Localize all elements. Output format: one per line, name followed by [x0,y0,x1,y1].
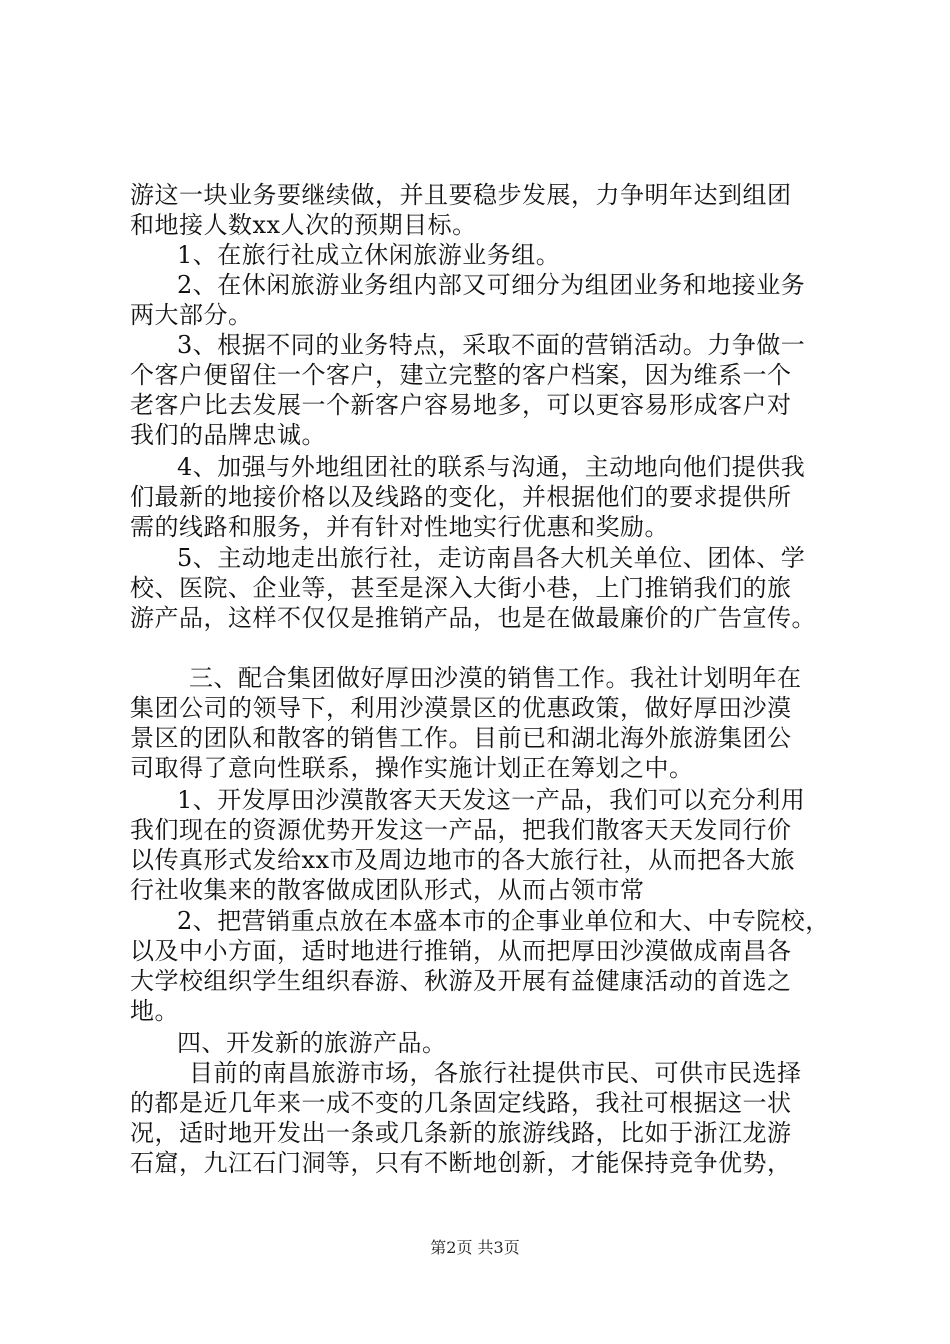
text-line: 2、在休闲旅游业务组内部又可细分为组团业务和地接业务 [177,271,806,299]
text-line: 两大部分。 [130,301,253,329]
text-line: 和地接人数xx人次的预期目标。 [130,211,477,239]
text-line: 1、在旅行社成立休闲旅游业务组。 [177,241,561,269]
text-line: 1、开发厚田沙漠散客天天发这一产品，我们可以充分利用 [177,786,806,814]
text-line: 以及中小方面，适时地进行推销，从而把厚田沙漠做成南昌各 [130,937,792,965]
text-line: 行社收集来的散客做成团队形式，从而占领市常 [130,876,645,904]
text-line: 2、把营销重点放在本盛本市的企事业单位和大、中专院校， [177,907,830,935]
section-heading: 四、开发新的旅游产品。 [177,1029,447,1057]
section-heading: 三、配合集团做好厚田沙漠的销售工作。我社计划明年在 [189,664,802,692]
text-line: 石窟，九江石门洞等，只有不断地创新，才能保持竞争优势， [130,1149,792,1177]
text-line: 老客户比去发展一个新客户容易地多，可以更容易形成客户对 [130,391,792,419]
text-line: 我们现在的资源优势开发这一产品，把我们散客天天发同行价 [130,816,792,844]
text-line: 3、根据不同的业务特点，采取不面的营销活动。力争做一 [177,331,806,359]
text-line: 况，适时地开发出一条或几条新的旅游线路，比如于浙江龙游 [130,1119,792,1147]
text-line: 我们的品牌忠诚。 [130,421,326,449]
text-line: 以传真形式发给xx市及周边地市的各大旅行社，从而把各大旅 [130,846,796,874]
text-line: 5、主动地走出旅行社，走访南昌各大机关单位、团体、学 [177,544,806,572]
text-line: 的都是近几年来一成不变的几条固定线路，我社可根据这一状 [130,1089,792,1117]
text-line: 大学校组织学生组织春游、秋游及开展有益健康活动的首选之 [130,967,792,995]
text-line: 游产品，这样不仅仅是推销产品，也是在做最廉价的广告宣传。 [130,604,816,632]
text-line: 地。 [130,997,179,1025]
text-line: 个客户便留住一个客户，建立完整的客户档案，因为维系一个 [130,361,792,389]
text-line: 游这一块业务要继续做，并且要稳步发展，力争明年达到组团 [130,181,792,209]
text-line: 集团公司的领导下，利用沙漠景区的优惠政策，做好厚田沙漠 [130,694,792,722]
text-line: 4、加强与外地组团社的联系与沟通，主动地向他们提供我 [177,453,806,481]
text-line: 校、医院、企业等，甚至是深入大街小巷，上门推销我们的旅 [130,574,792,602]
text-line: 目前的南昌旅游市场，各旅行社提供市民、可供市民选择 [189,1059,802,1087]
text-line: 们最新的地接价格以及线路的变化，并根据他们的要求提供所 [130,483,792,511]
page-number-footer: 第2页 共3页 [430,1238,520,1257]
text-line: 需的线路和服务，并有针对性地实行优惠和奖励。 [130,513,669,541]
text-line: 司取得了意向性联系，操作实施计划正在筹划之中。 [130,754,694,782]
text-line: 景区的团队和散客的销售工作。目前已和湖北海外旅游集团公 [130,724,792,752]
